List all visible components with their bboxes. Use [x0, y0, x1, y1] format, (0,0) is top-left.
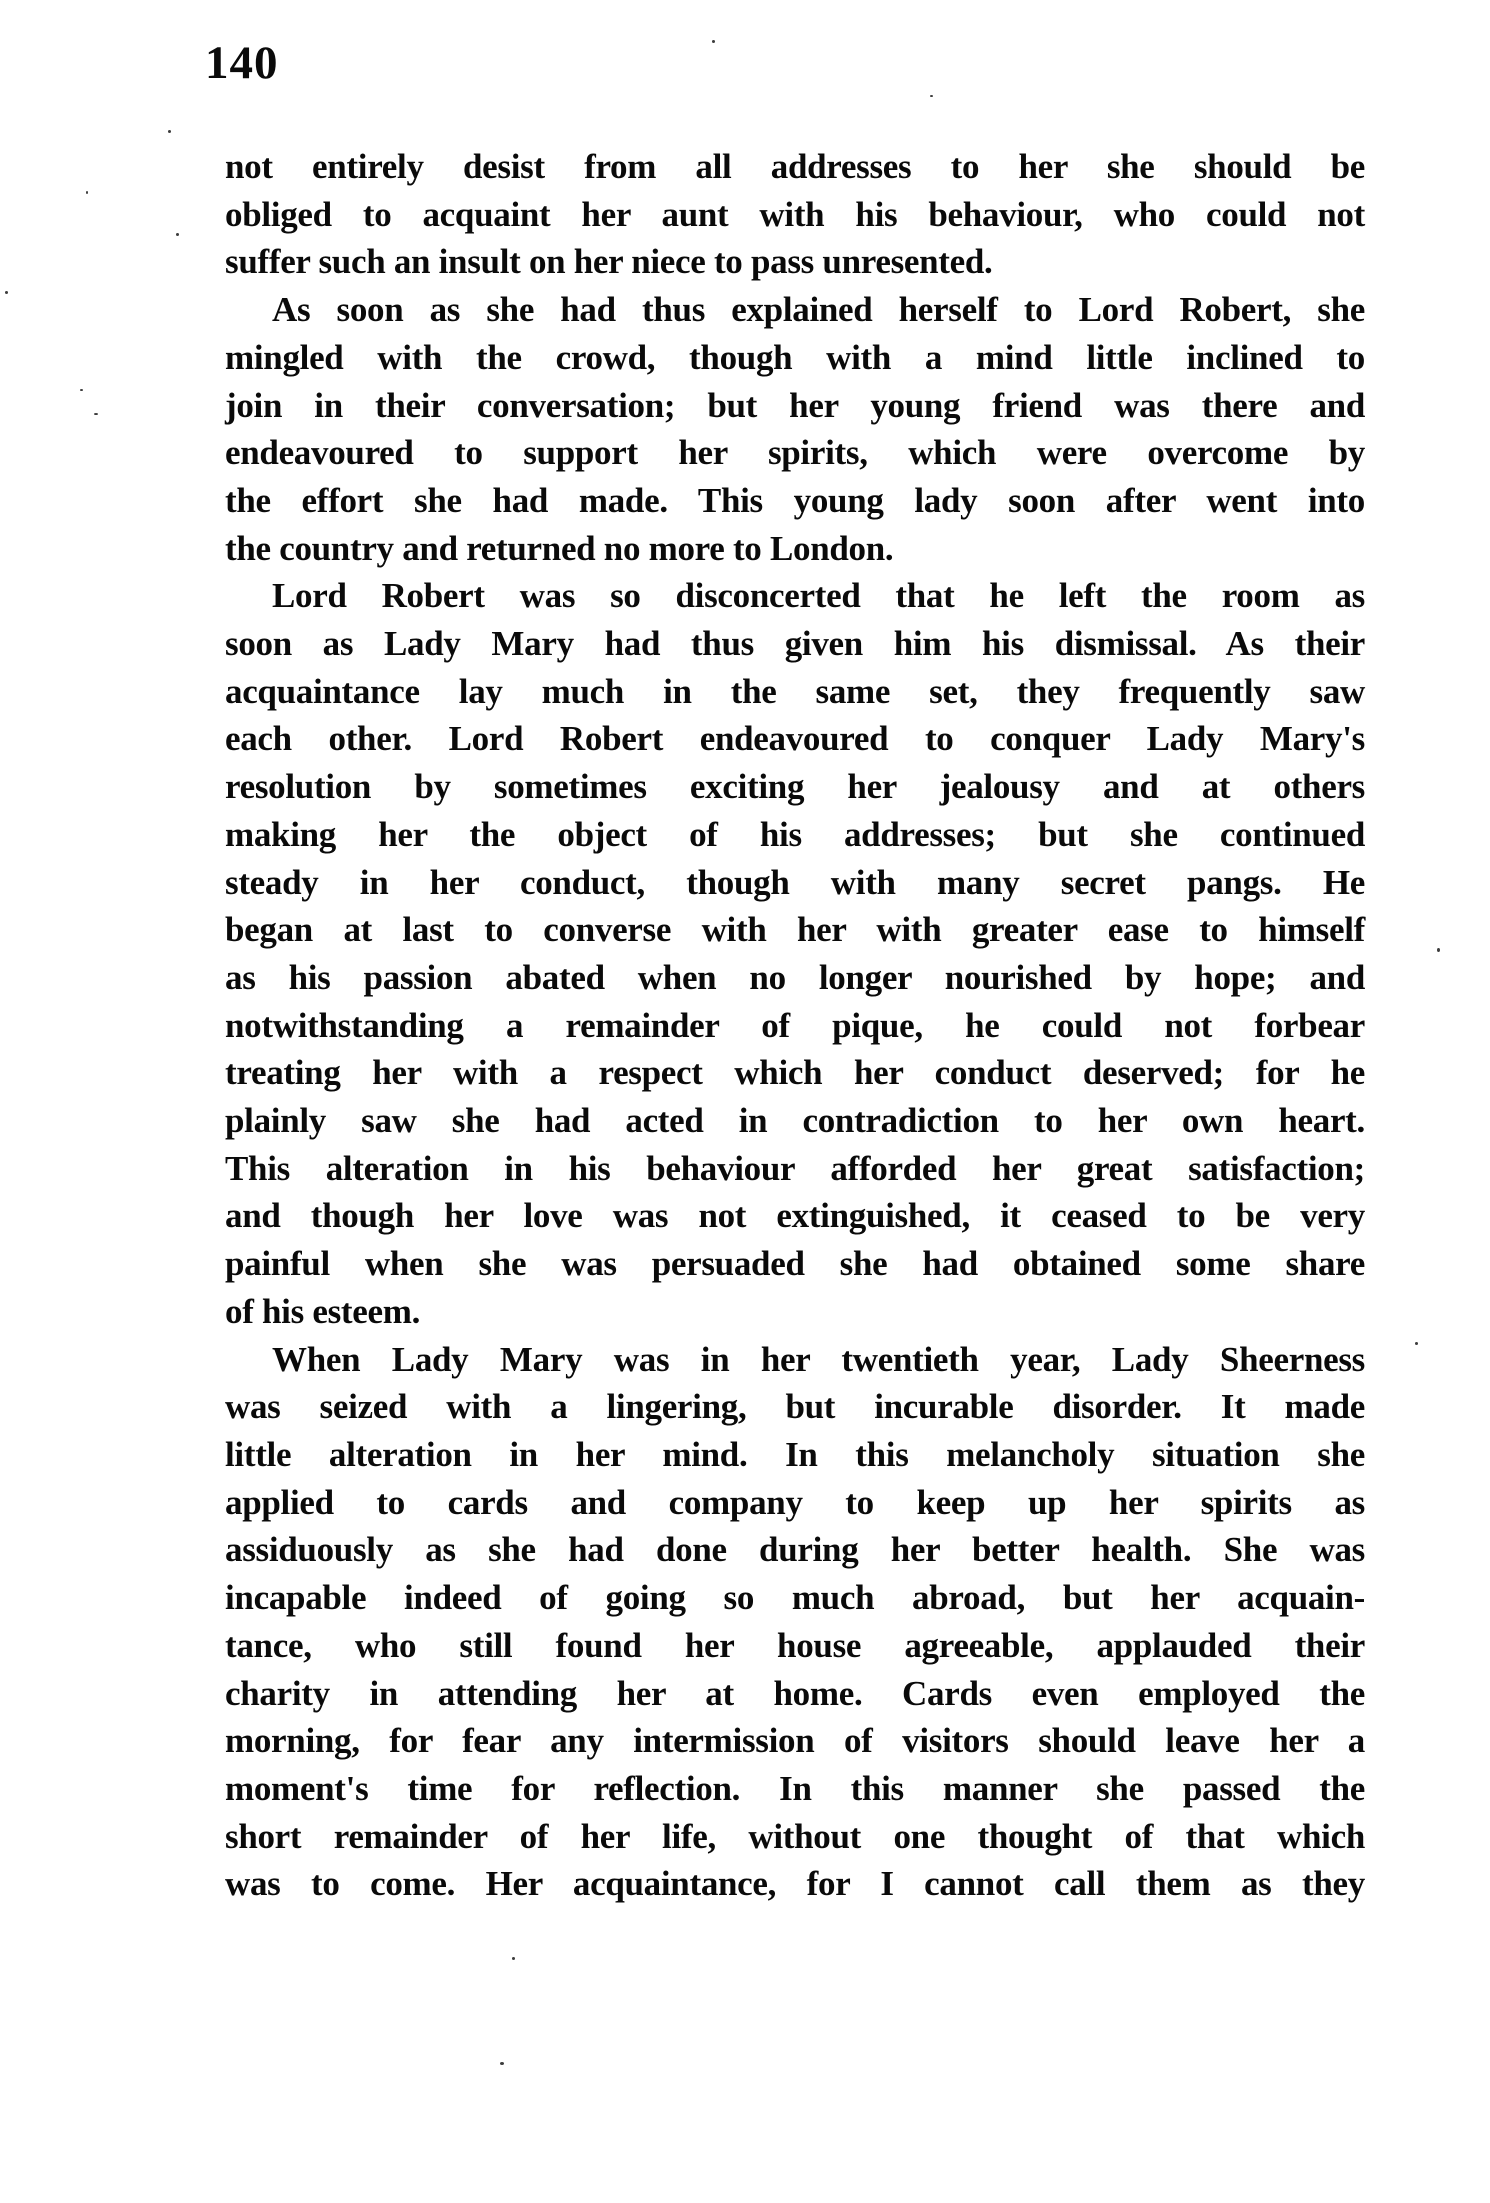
scan-speck	[930, 95, 933, 97]
text-line: moment's time for reflection. In this manner she passed the	[225, 1768, 1365, 1808]
paragraph	[225, 286, 1365, 572]
paragraph	[225, 1336, 1365, 1908]
scan-speck	[512, 1957, 515, 1960]
text-line: and though her love was not extinguished, it ceased to be very	[225, 1196, 1365, 1236]
text-line: join in their conversation; but her young friend was there and	[225, 385, 1365, 425]
scan-speck	[500, 2062, 504, 2065]
page-number: 140	[205, 37, 279, 89]
text-line: little alteration in her mind. In this melancholy situation she	[225, 1434, 1365, 1474]
text-line: This alteration in his behaviour afforded her great satisfaction;	[225, 1148, 1365, 1188]
text-line: applied to cards and company to keep up her spirits as	[225, 1482, 1365, 1522]
text-line: not entirely desist from all addresses to her she should be	[225, 147, 1365, 186]
text-line: of his esteem.	[225, 1291, 421, 1331]
scan-speck	[712, 40, 715, 43]
text-line: tance, who still found her house agreeable, applauded their	[225, 1625, 1365, 1665]
scan-speck	[168, 130, 171, 133]
scan-speck	[1415, 1342, 1418, 1345]
text-line: treating her with a respect which her conduct deserved; for he	[225, 1053, 1365, 1093]
text-line: soon as Lady Mary had thus given him his dismissal. As their	[225, 624, 1365, 664]
text-line: morning, for fear any intermission of visitors should leave her a	[225, 1721, 1365, 1761]
text-line: the country and returned no more to London.	[225, 528, 894, 568]
text-line: each other. Lord Robert endeavoured to conquer Lady Mary's	[225, 719, 1365, 759]
text-line: obliged to acquaint her aunt with his behaviour, who could not	[225, 194, 1365, 234]
scan-speck	[80, 389, 83, 391]
text-line: As soon as she had thus explained herself to Lord Robert, she	[272, 290, 1365, 330]
text-line: short remainder of her life, without one thought of that which	[225, 1816, 1365, 1856]
text-line: incapable indeed of going so much abroad, but her acquain-	[225, 1578, 1365, 1618]
text-line: the effort she had made. This young lady soon after went into	[225, 480, 1365, 520]
text-line: assiduously as she had done during her better health. She was	[225, 1530, 1365, 1570]
text-line: resolution by sometimes exciting her jealousy and at others	[225, 767, 1365, 807]
text-line: mingled with the crowd, though with a mind little inclined to	[225, 337, 1365, 377]
text-line: Lord Robert was so disconcerted that he left the room as	[272, 576, 1365, 616]
scan-speck	[176, 233, 179, 236]
scan-speck	[1437, 948, 1440, 952]
text-line: was seized with a lingering, but incurable disorder. It made	[225, 1387, 1365, 1427]
text-line: notwithstanding a remainder of pique, he could not forbear	[225, 1005, 1365, 1045]
text-line: acquaintance lay much in the same set, they frequently saw	[225, 671, 1365, 711]
text-line: began at last to converse with her with greater ease to himself	[225, 910, 1365, 950]
text-line: steady in her conduct, though with many secret pangs. He	[225, 862, 1365, 902]
text-line: When Lady Mary was in her twentieth year, Lady Sheerness	[272, 1339, 1365, 1379]
text-block	[225, 143, 1365, 1908]
scan-speck	[94, 413, 98, 415]
text-line: endeavoured to support her spirits, which were overcome by	[225, 433, 1365, 473]
text-line: plainly saw she had acted in contradiction to her own heart.	[225, 1101, 1365, 1141]
text-line: making her the object of his addresses; but she continued	[225, 814, 1365, 854]
text-line: suffer such an insult on her niece to pass unresented.	[225, 242, 993, 282]
text-line: charity in attending her at home. Cards even employed the	[225, 1673, 1365, 1713]
text-line: painful when she was persuaded she had obtained some share	[225, 1244, 1365, 1284]
paragraph	[225, 143, 1365, 286]
text-line: as his passion abated when no longer nourished by hope; and	[225, 957, 1365, 997]
paragraph	[225, 572, 1365, 1335]
scan-speck	[86, 191, 88, 194]
scan-speck	[5, 291, 8, 294]
text-line: was to come. Her acquaintance, for I cannot call them as they	[225, 1864, 1365, 1904]
